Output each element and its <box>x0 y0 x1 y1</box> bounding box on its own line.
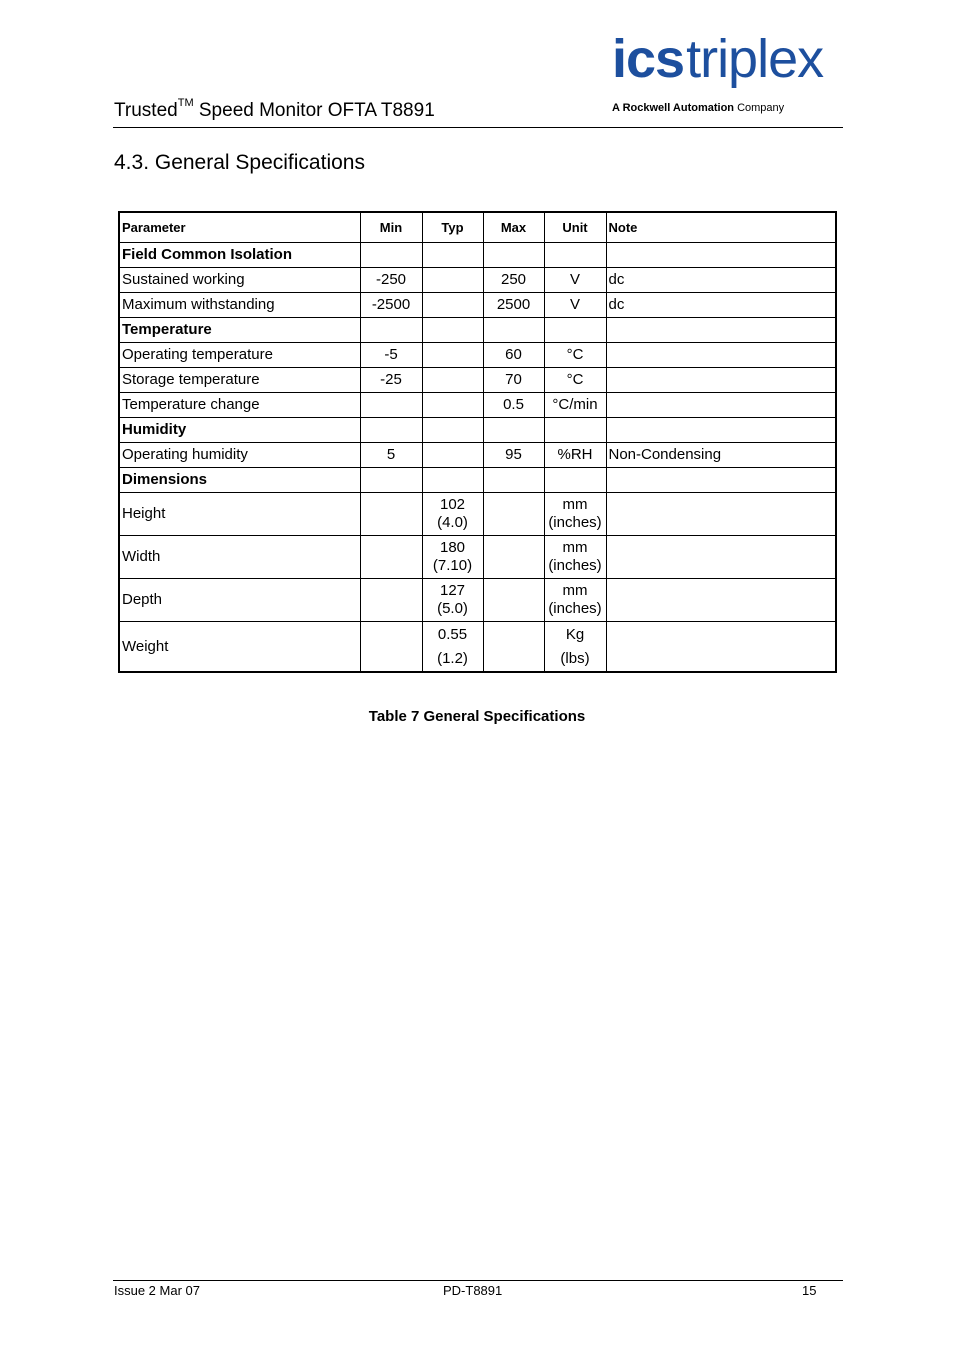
cell-min: 5 <box>360 443 422 468</box>
unit-alt-value: (inches) <box>548 514 602 531</box>
cell-param: Weight <box>119 622 360 673</box>
cell-typ <box>422 268 483 293</box>
cell-min <box>360 536 422 579</box>
cell-typ <box>422 393 483 418</box>
cell-typ <box>422 536 483 579</box>
logo-tagline-bold: A Rockwell Automation <box>612 102 735 114</box>
logo-tagline <box>612 102 784 114</box>
cell-unit <box>544 579 606 622</box>
table-row <box>119 493 836 536</box>
cell-unit <box>544 418 606 443</box>
cell-typ <box>422 343 483 368</box>
cell-max: 2500 <box>483 293 544 318</box>
cell-note <box>606 418 836 443</box>
cell-max: 60 <box>483 343 544 368</box>
unit-value: Kg <box>565 625 585 643</box>
typ-alt-value: (1.2) <box>437 649 468 667</box>
table-row <box>119 368 836 393</box>
cell-typ <box>422 243 483 268</box>
footer-page-number: 15 <box>802 1283 817 1298</box>
cell-param: Field Common Isolation <box>119 243 360 268</box>
cell-param: Dimensions <box>119 468 360 493</box>
unit-alt-value: (inches) <box>548 557 602 574</box>
cell-min <box>360 579 422 622</box>
table-header-row <box>119 212 836 243</box>
table-row-group <box>119 318 836 343</box>
logo-ics: ics <box>612 29 685 89</box>
cell-min: -2500 <box>360 293 422 318</box>
footer-divider <box>113 1280 843 1281</box>
logo-triplex: triplex <box>686 29 824 89</box>
cell-min: -5 <box>360 343 422 368</box>
header-parameter: Parameter <box>119 212 360 243</box>
cell-min <box>360 468 422 493</box>
typ-alt-value: (7.10) <box>432 557 473 574</box>
table-row <box>119 393 836 418</box>
cell-unit <box>544 243 606 268</box>
cell-typ <box>422 443 483 468</box>
header-typ: Typ <box>422 212 483 243</box>
cell-max <box>483 579 544 622</box>
typ-alt-value: (4.0) <box>437 514 468 531</box>
typ-alt-value: (5.0) <box>437 600 468 617</box>
cell-min <box>360 418 422 443</box>
unit-alt-value: (inches) <box>548 600 602 617</box>
cell-min <box>360 622 422 673</box>
footer-document-id: PD-T8891 <box>443 1283 503 1298</box>
cell-unit: °C <box>544 368 606 393</box>
table-row <box>119 293 836 318</box>
cell-note <box>606 243 836 268</box>
table-row <box>119 622 836 673</box>
cell-param: Height <box>119 493 360 536</box>
cell-note <box>606 536 836 579</box>
cell-note <box>606 622 836 673</box>
cell-max: 95 <box>483 443 544 468</box>
unit-value: mm <box>562 582 588 599</box>
general-specifications-table <box>118 211 837 673</box>
cell-unit <box>544 536 606 579</box>
cell-unit: V <box>544 293 606 318</box>
cell-unit <box>544 468 606 493</box>
cell-typ <box>422 579 483 622</box>
cell-typ <box>422 318 483 343</box>
cell-note: Non-Condensing <box>606 443 836 468</box>
cell-unit: V <box>544 268 606 293</box>
header-unit: Unit <box>544 212 606 243</box>
cell-max <box>483 418 544 443</box>
table-row-group <box>119 468 836 493</box>
cell-note <box>606 368 836 393</box>
cell-note: dc <box>606 293 836 318</box>
table-row <box>119 343 836 368</box>
cell-note <box>606 493 836 536</box>
cell-note <box>606 393 836 418</box>
cell-note <box>606 579 836 622</box>
header-title-suffix: Speed Monitor OFTA T8891 <box>193 100 435 121</box>
cell-max: 70 <box>483 368 544 393</box>
cell-param: Operating temperature <box>119 343 360 368</box>
cell-typ <box>422 418 483 443</box>
unit-alt-value: (lbs) <box>560 649 590 667</box>
unit-value: mm <box>562 496 588 513</box>
header-note: Note <box>606 212 836 243</box>
table-row <box>119 579 836 622</box>
trademark-superscript: TM <box>177 97 194 109</box>
cell-param: Humidity <box>119 418 360 443</box>
cell-param: Storage temperature <box>119 368 360 393</box>
cell-min <box>360 393 422 418</box>
table-row <box>119 268 836 293</box>
cell-param: Temperature change <box>119 393 360 418</box>
cell-typ <box>422 293 483 318</box>
footer-issue: Issue 2 Mar 07 <box>114 1283 200 1298</box>
cell-param: Sustained working <box>119 268 360 293</box>
cell-min: -25 <box>360 368 422 393</box>
table-row-group <box>119 418 836 443</box>
typ-value: 180 <box>439 539 466 556</box>
cell-min <box>360 243 422 268</box>
cell-max <box>483 493 544 536</box>
cell-min <box>360 318 422 343</box>
table-row <box>119 443 836 468</box>
cell-max <box>483 243 544 268</box>
ics-triplex-logo <box>612 29 844 120</box>
logo-tagline-normal: Company <box>734 102 785 114</box>
cell-unit: %RH <box>544 443 606 468</box>
header-divider <box>113 127 843 128</box>
cell-max: 0.5 <box>483 393 544 418</box>
cell-min: -250 <box>360 268 422 293</box>
section-title: 4.3. General Specifications <box>114 151 365 174</box>
cell-param: Maximum withstanding <box>119 293 360 318</box>
cell-max <box>483 622 544 673</box>
header-title-prefix: Trusted <box>114 100 178 121</box>
cell-param: Depth <box>119 579 360 622</box>
cell-typ <box>422 622 483 673</box>
cell-typ <box>422 468 483 493</box>
typ-value: 0.55 <box>437 625 468 643</box>
cell-typ <box>422 368 483 393</box>
cell-max <box>483 468 544 493</box>
cell-param: Temperature <box>119 318 360 343</box>
cell-min <box>360 493 422 536</box>
header-max: Max <box>483 212 544 243</box>
header-min: Min <box>360 212 422 243</box>
cell-typ <box>422 493 483 536</box>
cell-note <box>606 318 836 343</box>
typ-value: 127 <box>439 582 466 599</box>
cell-note <box>606 468 836 493</box>
unit-value: mm <box>562 539 588 556</box>
table-caption: Table 7 General Specifications <box>368 708 586 725</box>
cell-max <box>483 536 544 579</box>
cell-unit <box>544 318 606 343</box>
cell-param: Width <box>119 536 360 579</box>
cell-max <box>483 318 544 343</box>
table-row-group <box>119 243 836 268</box>
logo-wordmark <box>612 29 824 89</box>
cell-param: Operating humidity <box>119 443 360 468</box>
cell-note: dc <box>606 268 836 293</box>
cell-unit <box>544 622 606 673</box>
cell-unit: °C <box>544 343 606 368</box>
cell-unit: °C/min <box>544 393 606 418</box>
cell-max: 250 <box>483 268 544 293</box>
cell-note <box>606 343 836 368</box>
document-header-title <box>114 97 435 122</box>
table-row <box>119 536 836 579</box>
typ-value: 102 <box>439 496 466 513</box>
cell-unit <box>544 493 606 536</box>
